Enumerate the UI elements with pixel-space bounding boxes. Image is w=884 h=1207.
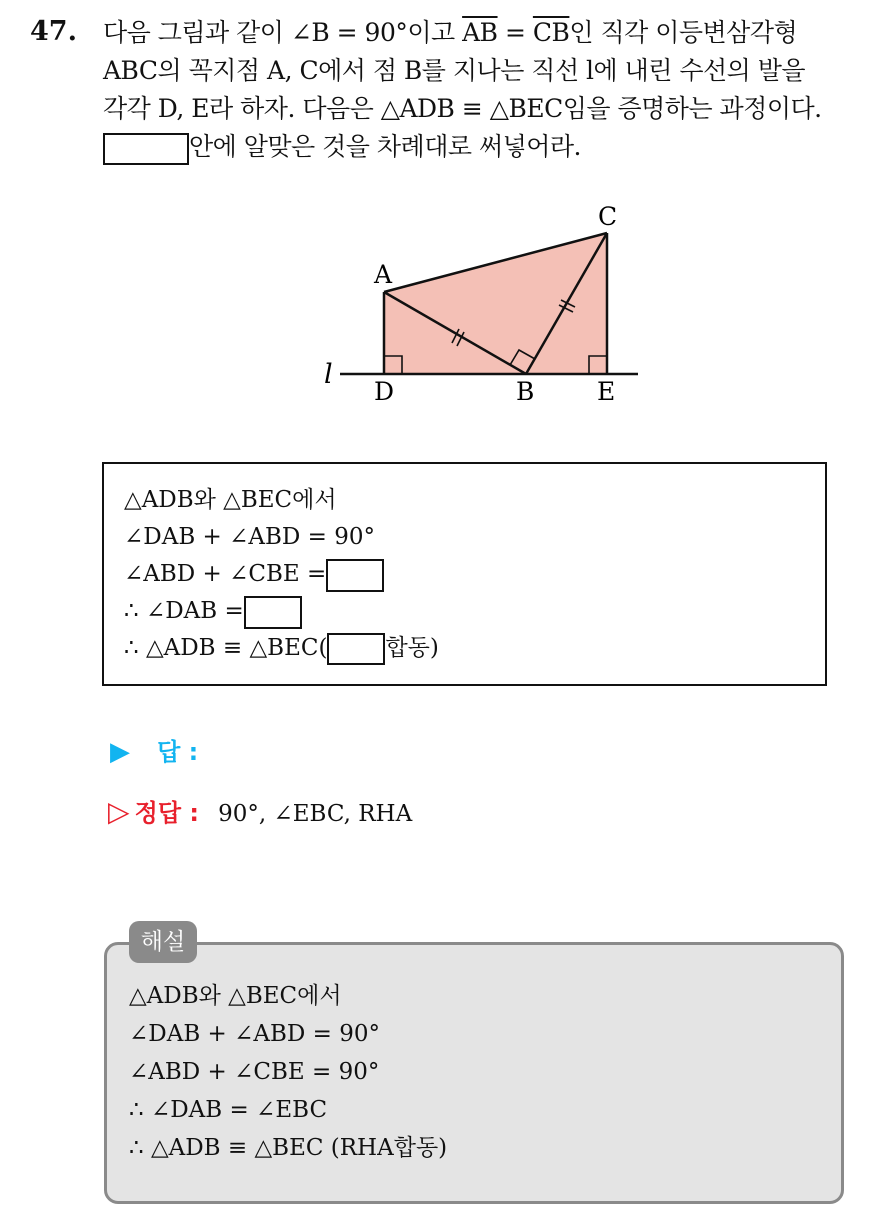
triangle-figure	[300, 195, 660, 410]
proof-line-5	[124, 630, 439, 666]
blank-box	[327, 633, 385, 665]
answer-label: 답 :	[157, 738, 199, 766]
answer-row	[110, 732, 198, 767]
correct-answer-row	[108, 793, 412, 828]
proof-box	[102, 462, 827, 686]
proof-line-2: ∠DAB + ∠ABD = 90°	[124, 524, 376, 550]
question-line-3: 각각 D, E라 하자. 다음은 △ADB ≡ △BEC임을 증명하는 과정이다.	[103, 94, 822, 123]
question-line-4	[103, 128, 581, 166]
question-text: 안에 알맞은 것을 차례대로 써넣어라.	[189, 132, 581, 161]
segment-cb: $\overline{CB}$	[532, 18, 570, 47]
correct-answer-value: 90°, ∠EBC, RHA	[218, 801, 413, 827]
proof-text: ∠ABD + ∠CBE =	[124, 561, 327, 587]
solution-tag: 해설	[129, 921, 197, 963]
proof-text: 합동)	[385, 635, 439, 661]
solution-line-3: ∠ABD + ∠CBE = 90°	[129, 1059, 380, 1085]
blank-box	[326, 559, 384, 592]
question-line-2: ABC의 꼭지점 A, C에서 점 B를 지나는 직선 l에 내린 수선의 발을	[103, 56, 806, 85]
solution-line-1: △ADB와 △BEC에서	[129, 983, 342, 1009]
figure-fill	[384, 233, 607, 374]
blank-box	[103, 133, 189, 165]
label-a: A	[374, 260, 393, 289]
label-c: C	[598, 202, 618, 231]
proof-line-3	[124, 556, 384, 592]
proof-text: ∴ ∠DAB =	[124, 598, 244, 624]
question-text: 인 직각 이등변삼각형	[569, 18, 798, 47]
segment-ab: $\overline{AB}$	[462, 18, 498, 47]
question-number: 47.	[30, 16, 77, 47]
blank-box	[244, 596, 302, 629]
label-b: B	[516, 377, 535, 406]
proof-text: ∴ △ADB ≡ △BEC(	[124, 635, 328, 661]
question-text: 다음 그림과 같이 ∠B = 90°이고	[103, 18, 463, 47]
solution-line-2: ∠DAB + ∠ABD = 90°	[129, 1021, 381, 1047]
question-text: =	[497, 18, 533, 47]
solution-line-5: ∴ △ADB ≡ △BEC (RHA합동)	[129, 1135, 448, 1161]
correct-answer-label: 정답 :	[134, 799, 199, 827]
proof-line-4	[124, 593, 302, 629]
outline-triangle-icon: ▷	[108, 795, 130, 828]
question-line-1	[103, 14, 797, 52]
label-d: D	[374, 377, 395, 406]
solution-line-4: ∴ ∠DAB = ∠EBC	[129, 1097, 328, 1123]
proof-line-1: △ADB와 △BEC에서	[124, 487, 337, 513]
solution-box	[104, 942, 844, 1204]
label-e: E	[597, 377, 616, 406]
label-l: l	[324, 359, 333, 390]
play-triangle-icon: ▶	[110, 737, 130, 767]
